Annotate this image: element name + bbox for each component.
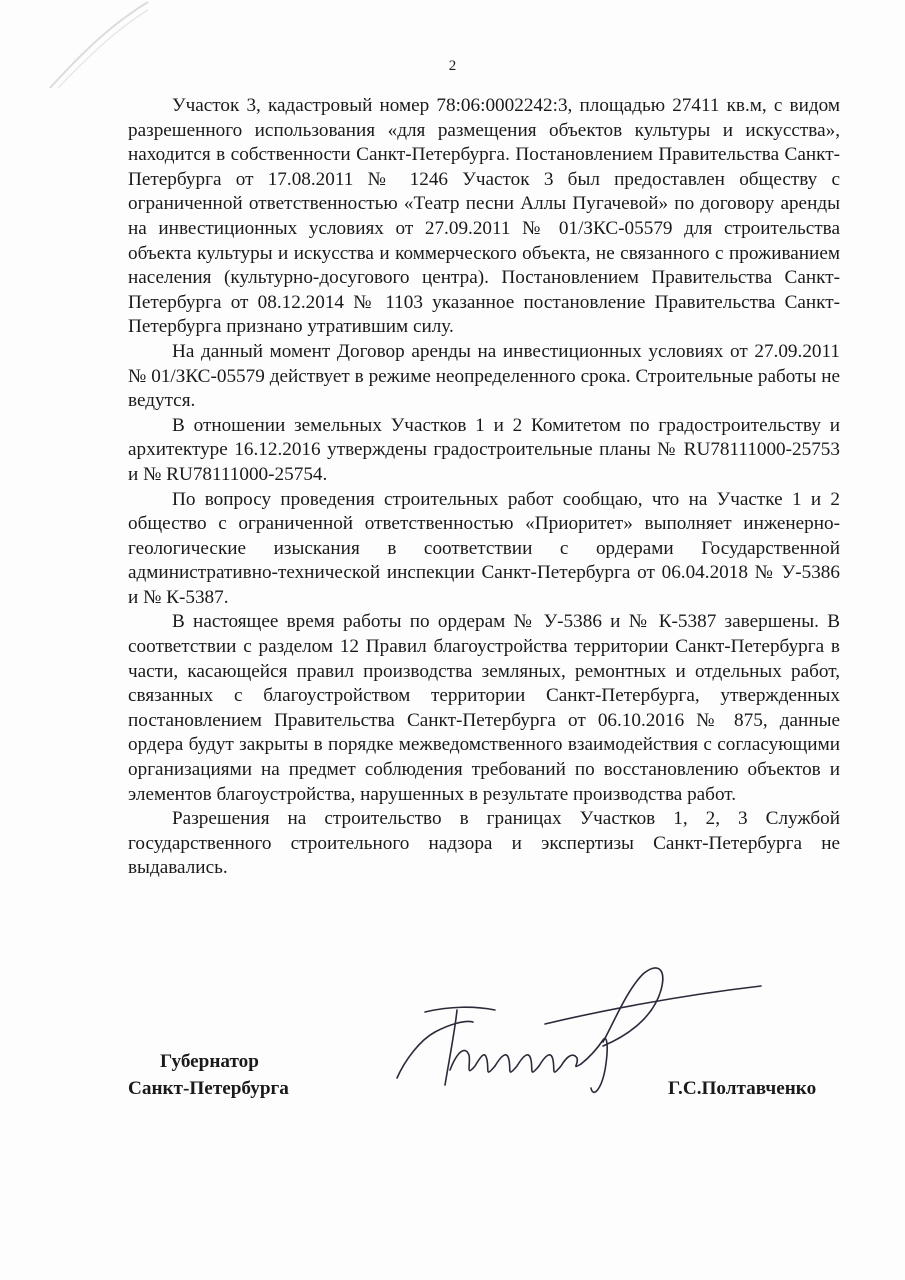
page-number: 2 bbox=[448, 58, 457, 74]
paragraph: В настоящее время работы по ордерам № У-5386 и № К-5387 завершены. В соответствии с разделом 12 Правил благоустройства территории Санкт-Петербурга в части, касающейся правил производства земляных, ремонтных и отдельных работ, связанных с благоустройством территории Санкт-Петербурга, утвержденных постановлением Правительства Санкт-Петербурга от 06.10.2016 № 875, данные ордера будут закрыты в порядке межведомственного взаимодействия с согласующими организациями на предмет соблюдения требований по восстановлению объектов и элементов благоустройства, нарушенных в результате производства работ. bbox=[128, 611, 840, 805]
letter-body bbox=[128, 94, 840, 881]
signer-title-line-2: Санкт-Петербурга bbox=[128, 1078, 289, 1099]
handwritten-signature-icon bbox=[395, 960, 765, 1100]
paragraph: Разрешения на строительство в границах Участков 1, 2, 3 Службой государственного строительного надзора и экспертизы Санкт-Петербурга не выдавались. bbox=[128, 808, 840, 879]
scan-artifact-stroke bbox=[40, 0, 150, 90]
paragraph: По вопросу проведения строительных работ сообщаю, что на Участке 1 и 2 общество с ограниченной ответственностью «Приоритет» выполняет инженерно-геологические изыскания в соответствии с ордерами Государственной административно-технической инспекции Санкт-Петербурга от 06.04.2018 № У-5386 и № К-5387. bbox=[128, 488, 840, 608]
paragraph: На данный момент Договор аренды на инвестиционных условиях от 27.09.2011 № 01/ЗКС-05579 действует в режиме неопределенного срока. Строительные работы не ведутся. bbox=[128, 340, 840, 412]
signer-name: Г.С.Полтавченко bbox=[668, 1078, 817, 1099]
paragraph: В отношении земельных Участков 1 и 2 Комитетом по градостроительству и архитектуре 16.12.2016 утверждены градостроительные планы № RU78111000-25753 и № RU78111000-25754. bbox=[128, 414, 840, 485]
signer-title-line-1: Губернатор bbox=[160, 1051, 259, 1072]
signer-title bbox=[128, 1048, 348, 1102]
paragraph: Участок 3, кадастровый номер 78:06:0002242:3, площадью 27411 кв.м, с видом разрешенного использования «для размещения объектов культуры и искусства», находится в собственности Санкт-Петербурга. Постановлением Правительства Санкт-Петербурга от 17.08.2011 № 1246 Участок 3 был предоставлен обществу с ограниченной ответственностью «Театр песни Аллы Пугачевой» по договору аренды на инвестиционных условиях от 27.09.2011 № 01/ЗКС-05579 для строительства объекта культуры и искусства и коммерческого объекта, не связанного с проживанием населения (культурно-досугового центра). Постановлением Правительства Санкт-Петербурга от 08.12.2014 № 1103 указанное постановление Правительства Санкт-Петербурга признано утратившим силу. bbox=[128, 95, 840, 338]
